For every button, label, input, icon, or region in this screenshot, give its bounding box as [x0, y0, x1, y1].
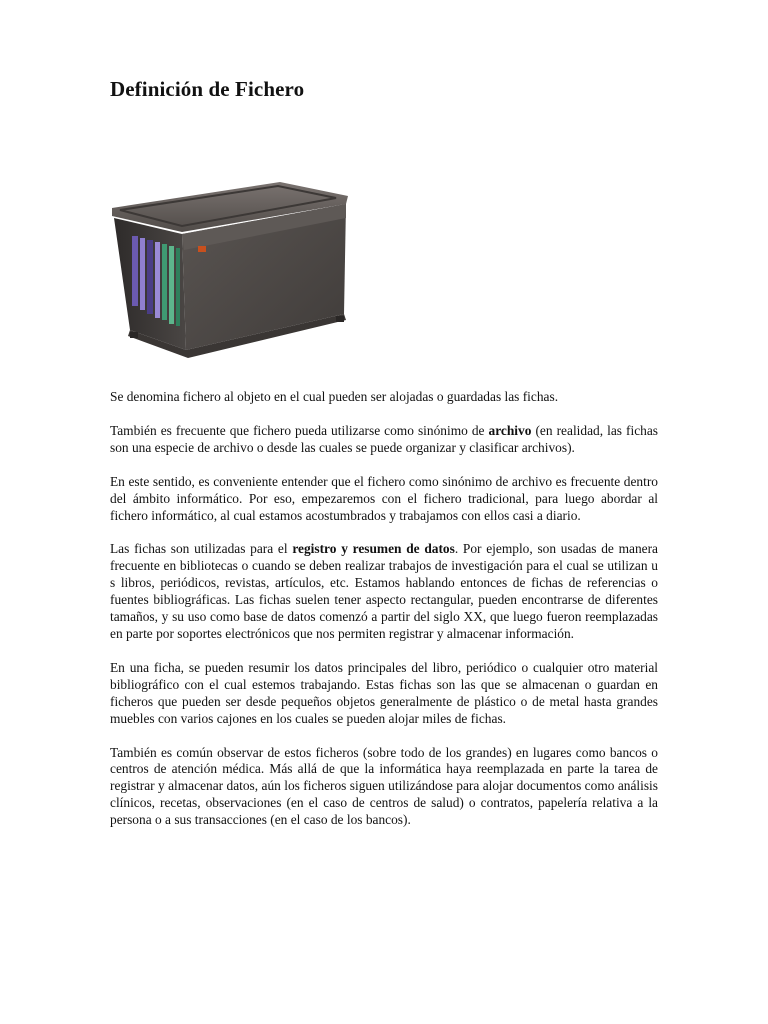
paragraph: [110, 474, 658, 525]
bold-term: registro y resumen de datos: [292, 541, 455, 557]
text-segment: Se denomina fichero al objeto en el cual pueden ser alojadas o guardadas las fichas.: [110, 389, 559, 404]
bold-term: archivo: [488, 422, 532, 438]
text-segment: (en realidad, las fichas son una especie de archivo o desde las cuales se puede organizar y clasificar archivos).: [110, 422, 658, 455]
paragraph: [110, 541, 658, 642]
paragraph: [110, 423, 658, 457]
text-segment: También es común observar de estos ficheros (sobre todo de los grandes) en lugares como bancos o centros de atención médica. Más allá de que la informática haya reemplazada en parte la tarea de registrar y almacenar datos, aún los ficheros siguen utilizándose para alojar documentos como análisis clínicos, recetas, observaciones (en el caso de centros de salud) o contratos, papelería relativa a la persona o a sus transacciones (en el caso de los bancos).: [110, 744, 658, 828]
text-segment: Las fichas son utilizadas para el: [110, 541, 293, 557]
body-text: [110, 389, 658, 846]
paragraph: [110, 660, 658, 728]
text-segment: En una ficha, se pueden resumir los datos principales del libro, periódico o cualquier otro material bibliográfico con el cual estemos trabajando. Estas fichas son las que se almacenan o guardan en ficheros que pueden ser desde pequeños objetos generalmente de plástico o de metal hasta grandes muebles con varios cajones en los cuales se pueden alojar miles de fichas.: [110, 659, 658, 726]
paragraph: [110, 745, 658, 830]
page-title: Definición de Fichero: [110, 77, 305, 101]
filing-box-icon: [110, 174, 350, 358]
text-segment: En este sentido, es conveniente entender que el fichero como sinónimo de archivo es frecuente dentro del ámbito informático. Por eso, empezaremos con el fichero tradicional, para luego abordar al fichero informático, al cual estamos acostumbrados y trabajamos con ellos casi a diario.: [110, 473, 658, 523]
text-segment: También es frecuente que fichero pueda utilizarse como sinónimo de: [110, 422, 489, 438]
paragraph: [110, 389, 658, 406]
text-segment: . Por ejemplo, son usadas de manera frecuente en bibliotecas o cuando se deben realizar trabajos de investigación para el cual se utilizan u s libros, periódicos, revistas, artículos, etc. Estamos hablando entonces de fichas de referencias o fuentes bibliográficas. Las fichas suelen tener aspecto rectangular, pueden encontrarse de diferentes tamaños, y su uso como base de datos comenzó a partir del siglo XX, que luego fueron reemplazadas en parte por soportes electrónicos que nos permiten registrar y almacenar información.: [110, 541, 658, 641]
